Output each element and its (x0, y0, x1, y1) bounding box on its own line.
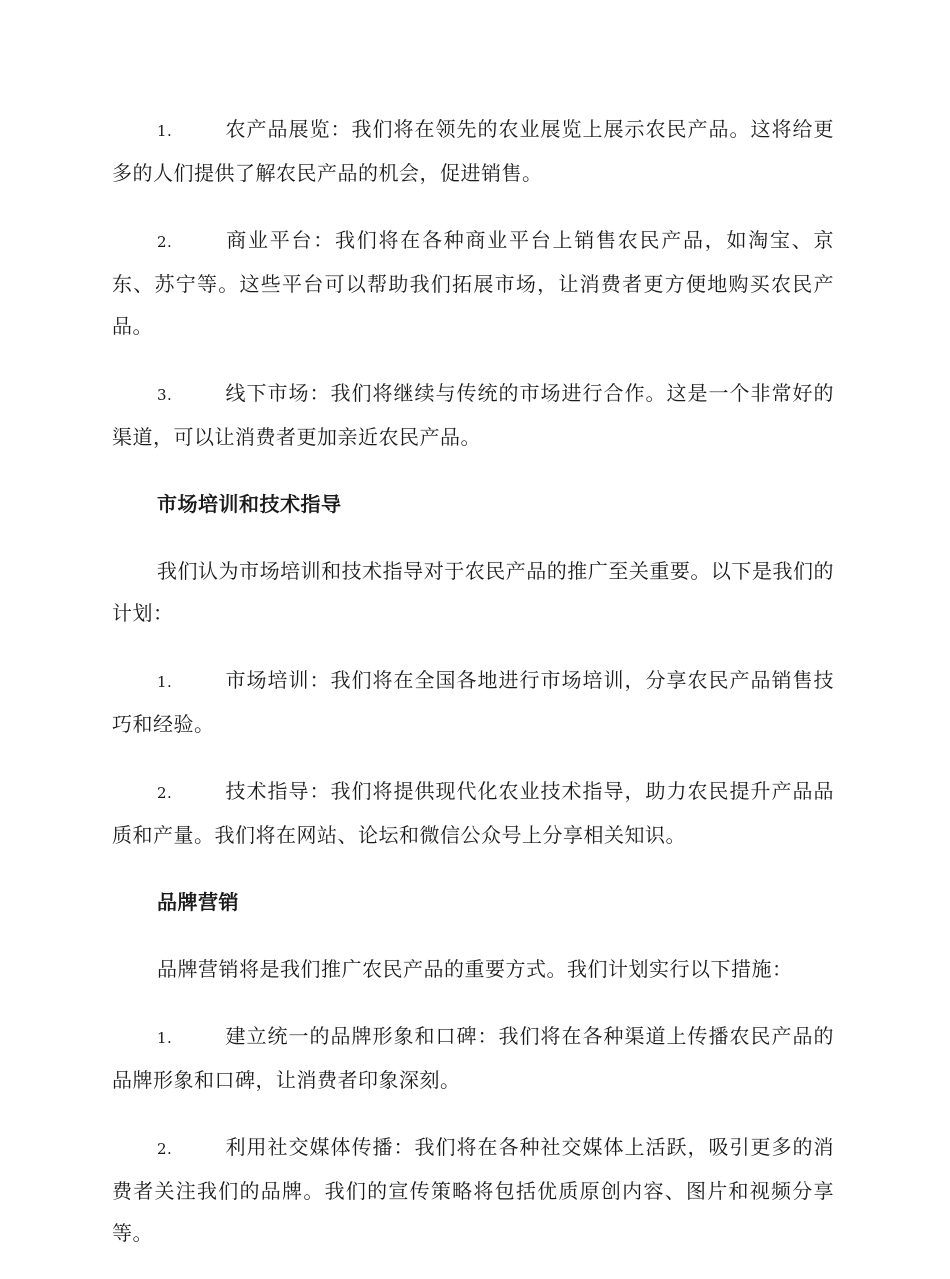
list-number: 2. (157, 784, 173, 802)
list-item-text: 建立统一的品牌形象和口碑：我们将在各种渠道上传播农民产品的品牌形象和口碑，让消费者印象深刻。 (112, 1024, 834, 1092)
section-heading-training: 市场培训和技术指导 (157, 492, 342, 516)
section-intro-training: 我们认为市场培训和技术指导对于农民产品的推广至关重要。以下是我们的计划： (112, 559, 834, 625)
list-item (112, 770, 834, 856)
list-item-text: 农产品展览：我们将在领先的农业展览上展示农民产品。这将给更多的人们提供了解农民产品的机会，促进销售。 (112, 117, 834, 185)
list-item-text: 市场培训：我们将在全国各地进行市场培训，分享农民产品销售技巧和经验。 (112, 668, 834, 736)
list-item-text: 线下市场：我们将继续与传统的市场进行合作。这是一个非常好的渠道，可以让消费者更加亲近农民产品。 (112, 381, 834, 449)
document-body (112, 108, 834, 1279)
list-item-text: 技术指导：我们将提供现代化农业技术指导，助力农民提升产品品质和产量。我们将在网站、论坛和微信公众号上分享相关知识。 (112, 779, 834, 847)
list-item (112, 372, 834, 458)
list-item (112, 219, 834, 347)
list-item (112, 1015, 834, 1101)
list-number: 2. (157, 233, 173, 251)
list-item-text: 商业平台：我们将在各种商业平台上销售农民产品，如淘宝、京东、苏宁等。这些平台可以帮助我们拓展市场，让消费者更方便地购买农民产品。 (112, 228, 834, 338)
list-number: 2. (157, 1140, 173, 1158)
list-number: 1. (157, 673, 173, 691)
section-intro-brand: 品牌营销将是我们推广农民产品的重要方式。我们计划实行以下措施： (157, 957, 793, 981)
list-number: 3. (157, 386, 173, 404)
list-number: 1. (157, 122, 173, 140)
section-heading-brand: 品牌营销 (157, 890, 239, 914)
list-item (112, 108, 834, 194)
list-item (112, 1126, 834, 1254)
list-item (112, 659, 834, 745)
list-item-text: 利用社交媒体传播：我们将在各种社交媒体上活跃，吸引更多的消费者关注我们的品牌。我们的宣传策略将包括优质原创内容、图片和视频分享等。 (112, 1135, 834, 1245)
list-number: 1. (157, 1029, 173, 1047)
